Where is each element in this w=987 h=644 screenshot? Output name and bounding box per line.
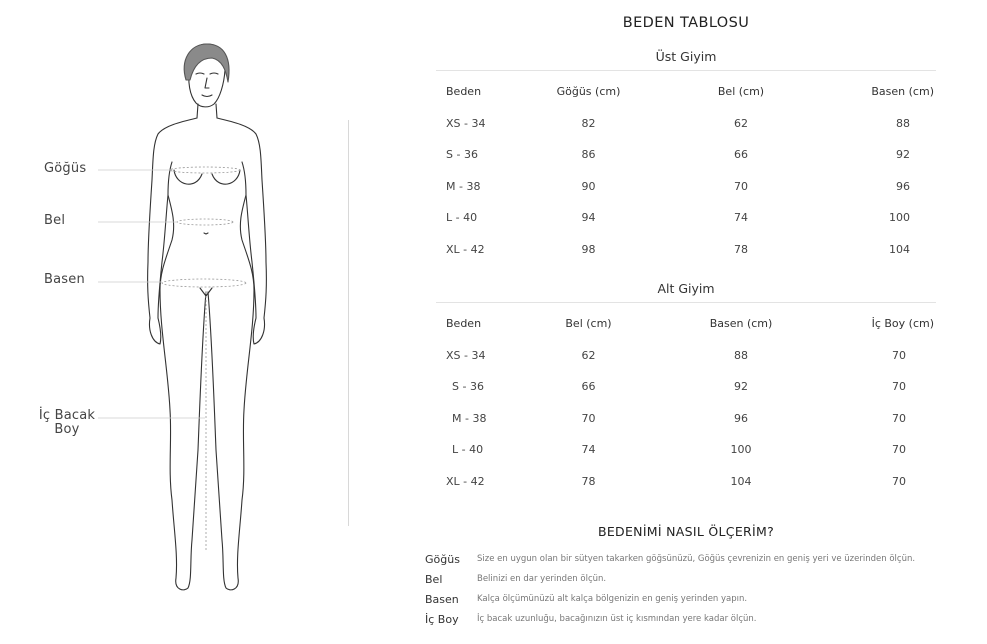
- value-cell: 86: [581, 148, 596, 162]
- upper-divider: [436, 70, 936, 71]
- table-row: [436, 466, 936, 498]
- table-row: [436, 403, 936, 435]
- list-item: [425, 589, 985, 609]
- howto-term: Bel: [425, 572, 443, 586]
- table-row: [436, 340, 936, 372]
- table-row: [436, 434, 936, 466]
- header-cell: Basen (cm): [871, 85, 934, 99]
- value-cell: 70: [892, 380, 906, 394]
- header-cell: Basen (cm): [709, 317, 773, 331]
- value-cell: 88: [734, 348, 748, 362]
- table-row: [436, 171, 936, 203]
- value-cell: 90: [581, 179, 596, 193]
- figure-label-ic-bacak: [38, 409, 96, 437]
- value-cell: 82: [581, 116, 596, 130]
- value-cell: 78: [581, 474, 596, 488]
- value-cell: 78: [734, 242, 748, 256]
- lower-section-title: Alt Giyim: [657, 281, 715, 296]
- howto-desc: Belinizi en dar yerinden ölçün.: [477, 574, 607, 584]
- value-cell: 88: [896, 116, 910, 130]
- table-header-row: [436, 308, 936, 340]
- howto-desc: Kalça ölçümünüzü alt kalça bölgenizin en geniş yerinden yapın.: [477, 594, 748, 604]
- size-cell: M - 38: [446, 179, 481, 193]
- value-cell: 66: [734, 148, 748, 162]
- figure-label-bel: Bel: [44, 213, 66, 228]
- howto-desc: Size en uygun olan bir sütyen takarken göğsünüzü, Göğüs çevrenizin en geniş yeri ve üzerinden ölçün.: [477, 554, 916, 564]
- value-cell: 70: [734, 179, 748, 193]
- page-title: BEDEN TABLOSU: [622, 15, 750, 31]
- size-cell: S - 36: [452, 380, 484, 394]
- vertical-divider: [348, 120, 349, 526]
- howto-list: [425, 549, 985, 629]
- header-cell: Bel (cm): [565, 317, 612, 331]
- size-cell: S - 36: [446, 148, 478, 162]
- body-figure-area: [0, 0, 360, 644]
- value-cell: 70: [892, 474, 906, 488]
- figure-label-ic-bacak-line2: Boy: [54, 422, 80, 437]
- size-cell: XS - 34: [446, 116, 486, 130]
- howto-term: İç Boy: [425, 612, 459, 626]
- value-cell: 70: [581, 411, 596, 425]
- value-cell: 98: [581, 242, 596, 256]
- value-cell: 104: [730, 474, 752, 488]
- howto-term: Göğüs: [425, 552, 460, 566]
- table-row: [436, 202, 936, 234]
- value-cell: 70: [892, 411, 906, 425]
- value-cell: 92: [896, 148, 910, 162]
- value-cell: 74: [734, 211, 748, 225]
- figure-label-ic-bacak-line1: İç Bacak: [38, 408, 96, 423]
- header-cell: Beden: [446, 85, 482, 99]
- value-cell: 62: [734, 116, 748, 130]
- value-cell: 96: [896, 179, 910, 193]
- size-cell: L - 40: [452, 443, 484, 457]
- size-cell: XL - 42: [446, 474, 485, 488]
- lower-size-table: [436, 308, 936, 497]
- list-item: [425, 549, 985, 569]
- list-item: [425, 609, 985, 629]
- figure-label-gogus: Göğüs: [44, 161, 87, 176]
- table-header-row: [436, 76, 936, 108]
- header-cell: Göğüs (cm): [556, 85, 621, 99]
- header-cell: Beden: [446, 317, 482, 331]
- value-cell: 104: [889, 242, 910, 256]
- value-cell: 96: [734, 411, 748, 425]
- body-silhouette-illustration: [0, 0, 360, 644]
- header-cell: Bel (cm): [717, 85, 765, 99]
- table-row: [436, 234, 936, 266]
- header-cell: İç Boy (cm): [871, 317, 934, 331]
- value-cell: 94: [581, 211, 596, 225]
- list-item: [425, 569, 985, 589]
- upper-section-title: Üst Giyim: [655, 49, 717, 64]
- howto-desc: İç bacak uzunluğu, bacağınızın üst iç kısmından yere kadar ölçün.: [477, 614, 757, 624]
- size-cell: L - 40: [446, 211, 478, 225]
- howto-term: Basen: [425, 592, 459, 606]
- lower-divider: [436, 302, 936, 303]
- table-row: [436, 371, 936, 403]
- value-cell: 100: [889, 211, 910, 225]
- value-cell: 62: [581, 348, 596, 362]
- size-cell: XL - 42: [446, 242, 485, 256]
- size-cell: XS - 34: [446, 348, 486, 362]
- value-cell: 100: [730, 443, 752, 457]
- table-row: [436, 108, 936, 140]
- value-cell: 70: [892, 443, 906, 457]
- figure-label-basen: Basen: [44, 272, 85, 287]
- value-cell: 92: [734, 380, 748, 394]
- size-cell: M - 38: [452, 411, 487, 425]
- value-cell: 70: [892, 348, 906, 362]
- howto-title: BEDENİMİ NASIL ÖLÇERİM?: [597, 524, 775, 539]
- value-cell: 66: [581, 380, 596, 394]
- upper-size-table: [436, 76, 936, 265]
- table-row: [436, 139, 936, 171]
- value-cell: 74: [581, 443, 596, 457]
